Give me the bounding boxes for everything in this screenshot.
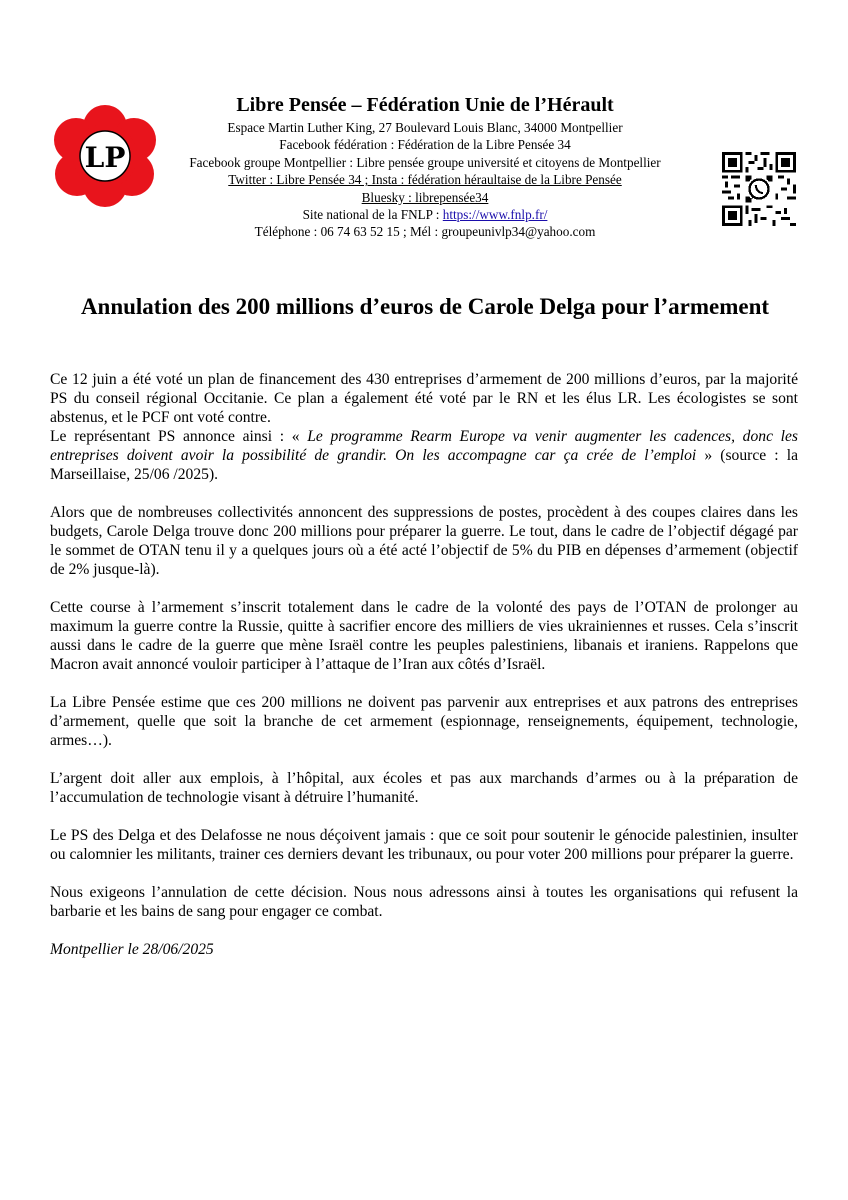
facebook-federation: Facebook fédération : Fédération de la Libre Pensée 34 xyxy=(279,137,571,153)
page-title: Annulation des 200 millions d’euros de Carole Delga pour l’armement xyxy=(80,294,770,319)
libre-pensee-logo xyxy=(52,104,158,208)
paragraph-1: Ce 12 juin a été voté un plan de financement des 430 entreprises d’armement de 200 millions d’euros, par la majorité PS du conseil régional Occitanie. Ce plan a également été voté par le RN et les élus LR. Les écologistes se sont abstenus, et le PCF ont voté contre. xyxy=(50,371,798,426)
letterhead xyxy=(150,92,700,241)
quote-intro: Le représentant PS annonce ainsi : « xyxy=(50,428,308,445)
paragraph-5: La Libre Pensée estime que ces 200 millions ne doivent pas parvenir aux entreprises et aux patrons des entreprises d’armement, quelle que soit la branche de cet armement (espionnage, renseignements, équipement, technologie, armes…). xyxy=(50,694,798,749)
paragraph-7: Le PS des Delga et des Delafosse ne nous déçoivent jamais : que ce soit pour soutenir le génocide palestinien, insulter ou calomnier les militants, trainer ces derniers devant les tribunaux, ou pour voter 200 millions pour préparer la guerre. xyxy=(50,827,798,863)
bluesky: Bluesky : librepensée34 xyxy=(361,189,489,205)
twitter-instagram: Twitter : Libre Pensée 34 ; Insta : fédération héraultaise de la Libre Pensée xyxy=(228,172,622,188)
paragraph-8: Nous exigeons l’annulation de cette décision. Nous nous adressons ainsi à toutes les organisations qui refusent la barbarie et les bains de sang pour engager ce combat. xyxy=(50,884,798,920)
paragraph-6: L’argent doit aller aux emplois, à l’hôpital, aux écoles et pas aux marchands d’armes ou à la préparation de l’accumulation de technologie visant à détruire l’humanité. xyxy=(50,770,798,806)
paragraph-4: Cette course à l’armement s’inscrit totalement dans le cadre de la volonté des pays de l’OTAN de prolonger au maximum la guerre contre la Russie, quitte à sacrifier encore des milliers de vies ukrainiennes et russes. Cela s’inscrit aussi dans le cadre de la guerre que mène Israël contre les peuples palestiniens, libanais et iraniens. Rappelons que Macron avait annoncé vouloir participer à l’attaque de l’Iran aux côtés d’Israël. xyxy=(50,599,798,673)
quote-text: Le programme Rearm Europe va venir augmenter les cadences, donc les entreprises doivent avoir la possibilité de grandir. On les accompagne car ça crée de l’emploi xyxy=(50,428,798,464)
organization-name: Libre Pensée – Fédération Unie de l’Hérault xyxy=(236,94,614,116)
national-site-label: Site national de la FNLP : xyxy=(302,207,443,223)
logo-text: LP xyxy=(84,141,126,174)
qr-code xyxy=(722,152,796,226)
paragraph-2 xyxy=(50,427,798,484)
signature: Montpellier le 28/06/2025 xyxy=(50,941,214,958)
national-site xyxy=(150,206,700,223)
contact-info: Téléphone : 06 74 63 52 15 ; Mél : groupeunivlp34@yahoo.com xyxy=(254,224,596,240)
paragraph-3: Alors que de nombreuses collectivités annoncent des suppressions de postes, procèdent à des coupes claires dans les budgets, Carole Delga trouve donc 200 millions pour préparer la guerre. Le tout, dans le cadre de l’objectif dégagé par le sommet de OTAN tenu il y a quelques jours où a été acté l’objectif de 5% du PIB en dépenses d’armement (objectif de 2% jusque-là). xyxy=(50,504,798,578)
article-body xyxy=(50,370,798,978)
address: Espace Martin Luther King, 27 Boulevard Louis Blanc, 34000 Montpellier xyxy=(227,120,623,135)
fnlp-link[interactable]: https://www.fnlp.fr/ xyxy=(442,207,548,223)
quote-source: » (source : la Marseillaise, 25/06 /2025). xyxy=(50,447,798,483)
facebook-group: Facebook groupe Montpellier : Libre pensée groupe université et citoyens de Montpellier xyxy=(189,154,661,170)
